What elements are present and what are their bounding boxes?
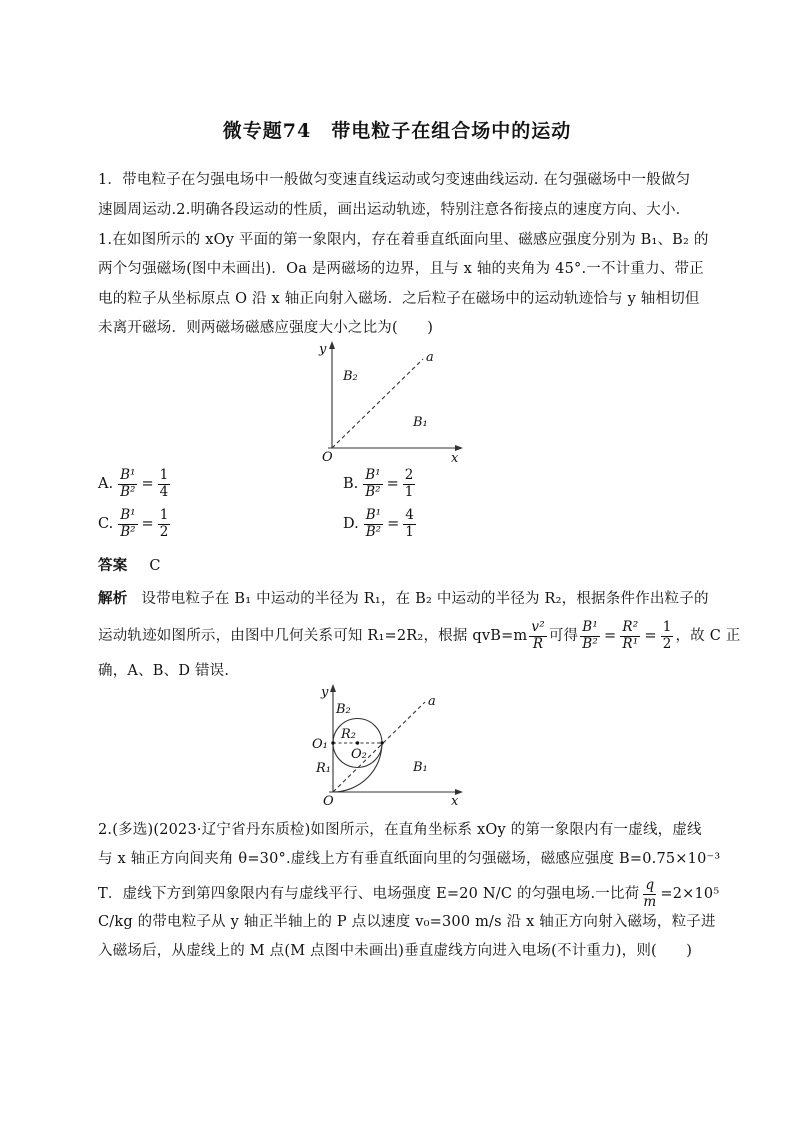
q1-line-1: 1.在如图所示的 xOy 平面的第一象限内，存在着垂直纸面向里、磁感应强度分别为 B₁、B₂ 的 [98,232,709,248]
analysis-line-1: 解析 设带电粒子在 B₁ 中运动的半径为 R₁，在 B₂ 中运动的半径为 R₂，根据条件作出粒子的 [98,590,709,607]
label-R1: R₁ [316,761,331,776]
option-a-fraction-value: $\frac{1}{4}$ [159,467,169,500]
answer-row [98,556,161,576]
intro-line-2: 速圆周运动.2.明确各段运动的性质，画出运动轨迹，特别注意各衔接点的速度方向、大小． [98,202,691,218]
y-axis-arrow-icon [330,684,336,692]
label-R2: R₂ [341,727,356,742]
option-c-equals: = [141,516,154,533]
q2-line-4: C/kg 的带电粒子从 y 轴正半轴上的 P 点以速度 v₀=300 m/s 沿 x 轴正方向射入磁场，粒子进 [98,914,716,930]
option-a-label: A. [98,476,114,493]
label-B1: B₁ [413,415,428,430]
label-O1: O₁ [312,737,328,752]
label-y: y [321,685,329,700]
point-O2-dot [356,741,359,744]
label-B2: B₂ [343,369,358,384]
figure1-field-regions [280,340,480,469]
option-d-fraction-value: $\frac{4}{1}$ [405,507,414,540]
label-x: x [451,794,459,808]
label-O: O [322,450,333,465]
q2-line-5: 入磁场后，从虚线上的 M 点(M 点图中未画出)垂直虚线方向进入电场(不计重力)，则( ) [98,943,693,959]
q2-line-1: 2.(多选)(2023·辽宁省丹东质检)如图所示，在直角坐标系 xOy 的第一象限内有一虚线，虚线 [98,822,702,838]
label-B1: B₁ [413,760,428,775]
option-b-label: B. [343,476,359,493]
analysis-line-2: 运动轨迹如图所示，由图中几何关系可知 R₁=2R₂，根据 qvB=m $\frac{\text{v²}}{R}$ 可得 $\frac{\text{B¹}}{\text{B²}}$ = $\frac{\text{R²}}{\text{R¹}}$ = $\frac{1}{2}$ ，故 C 正 [98,618,741,652]
option-d [343,508,418,540]
option-d-fraction-b: $\frac{\text{B¹}}{\text{B²}}$ [365,507,382,540]
point-O1-dot [331,741,334,744]
q1-line-2: 两个匀强磁场(图中未画出)．Oa 是两磁场的边界，且与 x 轴的夹角为 45°.一不计重力、带正 [98,261,704,277]
figure1-svg [280,340,480,465]
label-O2: O₂ [351,747,367,762]
label-O: O [323,794,334,808]
option-a-equals: = [141,476,154,493]
fraction-R2-over-R1: $\frac{\text{R²}}{\text{R¹}}$ [622,618,639,652]
intro-line-1: 1．带电粒子在匀强电场中一般做匀变速直线运动或匀变速曲线运动. 在匀强磁场中一般做匀 [98,172,691,188]
fraction-v2-over-R: $\frac{\text{v²}}{R}$ [531,618,545,652]
figure2-trajectory [280,683,480,812]
option-c-fraction-value: $\frac{1}{2}$ [159,507,169,540]
option-b-fraction-value: $\frac{2}{1}$ [404,467,414,500]
figure2-svg [280,683,480,808]
answer-value: C [149,558,161,574]
q1-line-3: 电的粒子从坐标原点 O 沿 x 轴正向射入磁场．之后粒子在磁场中的运动轨迹恰与 y 轴相切但 [98,291,700,307]
option-b-fraction-b: $\frac{\text{B¹}}{\text{B²}}$ [365,467,381,500]
option-a-fraction-b: $\frac{\text{B¹}}{\text{B²}}$ [120,467,136,500]
q1-line-4: 未离开磁场．则两磁场磁感应强度大小之比为( ) [98,320,434,336]
option-a [98,468,172,500]
analysis-label: 解析 [98,590,128,607]
label-a: a [428,694,436,709]
option-b [343,468,417,500]
page-title: 微专题74 带电粒子在组合场中的运动 [222,120,572,142]
fraction-1-over-2: $\frac{1}{2}$ [662,618,672,652]
option-d-equals: = [387,516,400,533]
option-d-label: D. [343,516,359,533]
option-c-label: C. [98,516,114,533]
label-x: x [451,451,459,465]
q2-line-3: T．虚线下方到第四象限内有与虚线平行、电场强度 E=20 N/C 的匀强电场.一比荷 $\frac{q}{m}$ =2×10⁵ [98,876,720,910]
intersection-dot [380,741,383,744]
q2-line-2: 与 x 轴正方向间夹角 θ=30°.虚线上方有垂直纸面向里的匀强磁场，磁感应强度 B=0.75×10⁻³ [98,851,721,867]
label-B2: B₂ [336,702,351,717]
fraction-q-over-m: $\frac{q}{m}$ [643,876,657,910]
analysis-line-3: 确，A、B、D 错误. [98,663,230,679]
option-c [98,508,172,540]
y-axis-arrow-icon [329,341,335,349]
label-a: a [426,350,434,365]
fraction-B1-over-B2: $\frac{\text{B¹}}{\text{B²}}$ [582,618,598,652]
option-c-fraction-b: $\frac{\text{B¹}}{\text{B²}}$ [120,507,136,540]
answer-label: 答案 [98,557,128,574]
label-y: y [319,342,327,357]
option-b-equals: = [386,476,399,493]
